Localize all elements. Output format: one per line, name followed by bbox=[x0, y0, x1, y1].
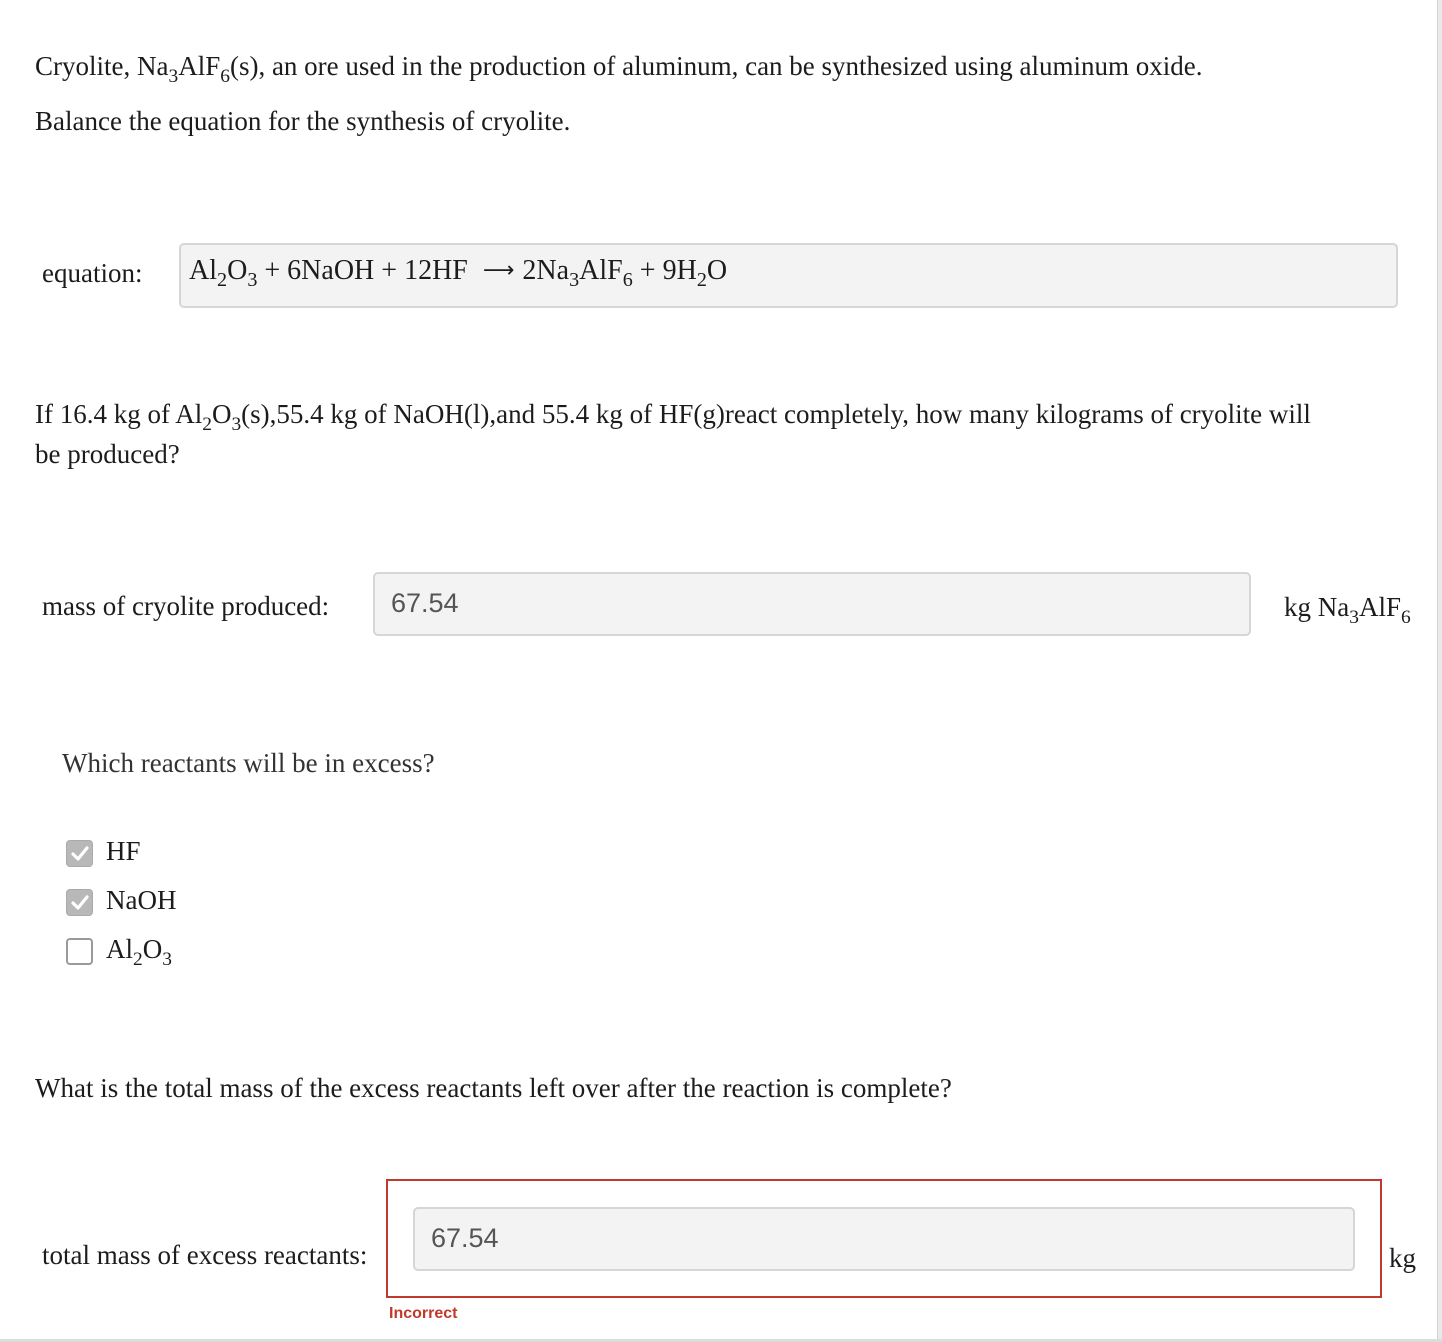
total-unit: kg bbox=[1389, 1243, 1416, 1273]
total-value: 67.54 bbox=[431, 1223, 499, 1253]
instruction-text: Balance the equation for the synthesis of cryolite. bbox=[35, 106, 571, 136]
intro-text-a: Cryolite, Na bbox=[35, 51, 169, 81]
option-label-al2o3: $Al_2O_3$ bbox=[106, 934, 172, 970]
total-input[interactable] bbox=[413, 1207, 1355, 1271]
equation-field[interactable] bbox=[179, 243, 1398, 308]
question-mass: If 16.4 kg of $Al_2O_3(s),55.4$ kg of NaOH(l),and 55.4 kg of HF(g)react completely, how many kilograms of cryolite will bbox=[35, 399, 1311, 435]
option-label-naoh: NaOH bbox=[106, 885, 177, 915]
total-label: total mass of excess reactants: bbox=[42, 1240, 368, 1270]
intro-text-c: (s), an ore used in the production of aluminum, can be synthesized using aluminum oxide. bbox=[229, 51, 1203, 81]
option-label-hf: HF bbox=[106, 836, 141, 866]
checkmark-icon bbox=[70, 844, 90, 864]
question-mass-line2: be produced? bbox=[35, 439, 180, 469]
mass-unit: kg $Na_3AlF_6$ bbox=[1284, 592, 1411, 628]
checkmark-icon bbox=[70, 893, 90, 913]
mass-input[interactable] bbox=[373, 572, 1251, 636]
equation-label: equation: bbox=[42, 258, 143, 288]
intro-text-b: AlF bbox=[178, 51, 221, 81]
status-incorrect: Incorrect bbox=[389, 1305, 458, 1322]
excess-question: Which reactants will be in excess? bbox=[62, 748, 435, 778]
checkbox-naoh[interactable] bbox=[66, 889, 93, 916]
checkbox-al2o3[interactable] bbox=[66, 938, 93, 965]
mass-value: 67.54 bbox=[391, 588, 459, 618]
equation-text: $Al_2O_3$ + 6NaOH + 12HF ⟶ $2Na_3AlF_6 + 9H_2O$ bbox=[189, 255, 728, 292]
intro-sub-6: 6 bbox=[220, 65, 230, 87]
intro-sub-3: 3 bbox=[168, 65, 179, 87]
scrollbar-track[interactable] bbox=[1437, 0, 1442, 1342]
intro-line bbox=[35, 50, 1203, 87]
question-excess-mass: What is the total mass of the excess reactants left over after the reaction is complete? bbox=[35, 1073, 952, 1103]
checkbox-hf[interactable] bbox=[66, 840, 93, 867]
mass-label: mass of cryolite produced: bbox=[42, 591, 330, 621]
reaction-arrow: ⟶ bbox=[482, 258, 515, 283]
